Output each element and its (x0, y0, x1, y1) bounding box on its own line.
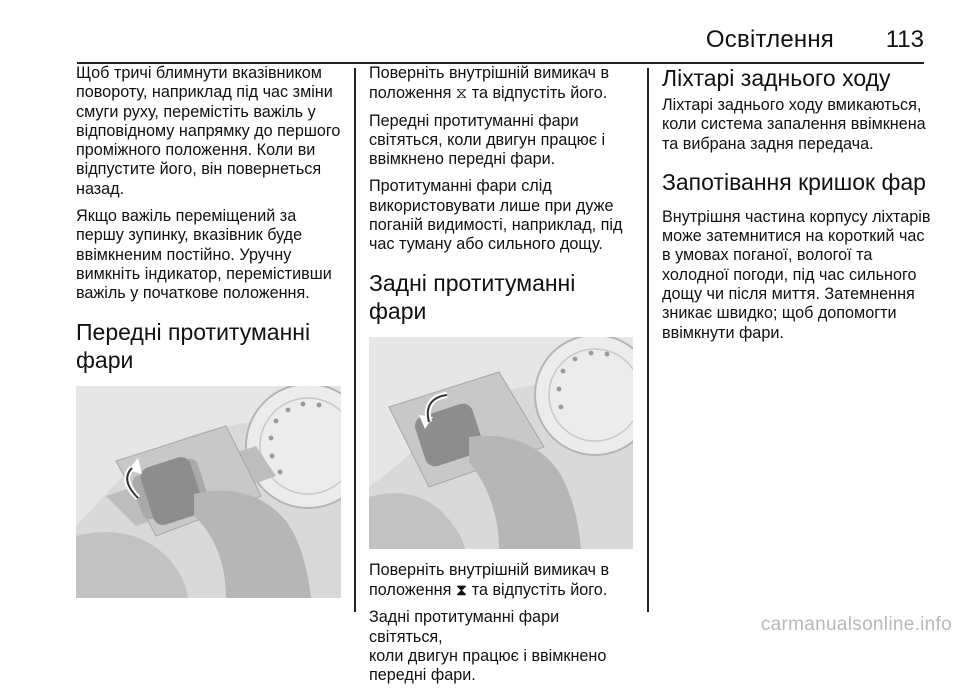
front-fog-instruction (369, 64, 635, 104)
column-1 (76, 64, 341, 598)
column-divider-1 (354, 68, 356, 612)
instruction-text: Поверніть внутрішній вимикач в положення (369, 64, 610, 103)
column-2 (369, 64, 635, 693)
instruction-text: та відпустіть його. (467, 580, 608, 599)
instruction-text: та відпустіть його. (467, 84, 608, 103)
rear-fog-symbol-icon: ⧗ (455, 579, 468, 599)
instruction-text: Поверніть внутрішній вимикач в положення (369, 560, 610, 599)
rear-fog-heading: Задні протитуманні фари (369, 269, 576, 324)
headlight-fogging-paragraph: Внутрішня частина корпусу ліхтарів може затемнитися на короткий час в умовах поганої, вологої та холодної погоди, під час сильного дощу чи після миття. Затемнення зникає швидко; щоб допомогти ввімкнути фари. (662, 207, 931, 342)
rear-fog-instruction (369, 561, 635, 601)
fog-usage-paragraph: Протитуманні фари слід використовувати лише при дуже поганій видимості, наприклад, під час туману або сильного дощу. (369, 177, 623, 254)
column-divider-2 (647, 68, 649, 612)
reversing-lights-paragraph: Ліхтарі заднього ходу вмикаються, коли система запалення ввімкнена та вибрана задня передача. (662, 96, 926, 153)
front-fog-heading: Передні протитуманні фари (76, 318, 311, 373)
page-number: 113 (885, 26, 924, 53)
watermark: carmanualsonline.info (760, 614, 952, 635)
turn-signal-permanent-paragraph: Якщо важіль переміщений за першу зупинку, вказівник буде ввімкненим постійно. Уручну вимкніть індикатор, перемістивши важіль у початкове положення. (76, 207, 332, 303)
rear-fog-condition-paragraph: Задні протитуманні фари світяться, коли двигун працює і ввімкнено передні фари. (369, 608, 607, 685)
front-fog-switch-illustration (76, 386, 341, 598)
section-title: Освітлення (705, 26, 834, 53)
headlight-fogging-heading: Запотівання кришок фар (662, 168, 926, 195)
front-fog-condition-paragraph: Передні протитуманні фари світяться, коли двигун працює і ввімкнено передні фари. (369, 111, 606, 169)
column-3 (662, 64, 937, 351)
turn-signal-paragraph: Щоб тричі блимнути вказівником повороту, наприклад під час зміни смуги руху, перемістіть важіль у відповідному напрямку до першого проміжного положення. Коли ви відпустите його, він повернеться назад. (76, 64, 341, 198)
rear-fog-switch-illustration (369, 337, 633, 549)
front-fog-symbol-icon: ⧖ (455, 83, 468, 103)
page-header (0, 26, 930, 56)
reversing-lights-heading: Ліхтарі заднього ходу (662, 65, 891, 91)
